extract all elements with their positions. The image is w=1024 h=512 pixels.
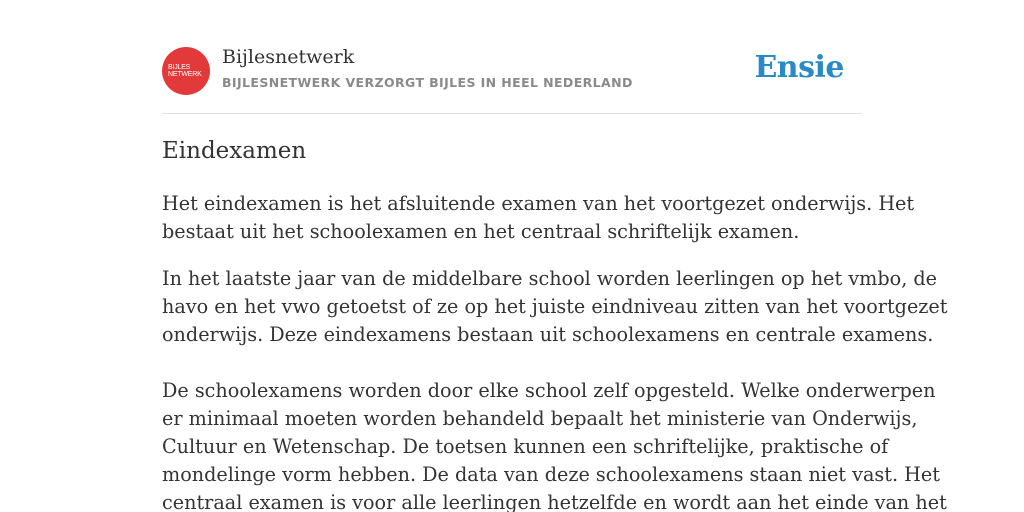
text-line: onderwijs. Deze eindexamens bestaan uit schoolexamens en centrale examens. [162, 323, 934, 346]
paragraph-final-year [162, 265, 948, 349]
paragraph-schoolexamens [162, 377, 947, 512]
text-line: havo en het vwo getoetst of ze op het juiste eindniveau zitten van het voortgezet [162, 295, 948, 318]
paragraph-intro [162, 190, 915, 246]
org-name-link[interactable]: Bijlesnetwerk [222, 46, 355, 68]
text-line: mondelinge vorm hebben. De data van deze schoolexamens staan niet vast. Het [162, 463, 940, 486]
logo-text-line1: BIJLES [168, 64, 191, 71]
bijlesnetwerk-logo[interactable] [162, 47, 210, 95]
ensie-brand-logo[interactable]: Ensie [754, 50, 844, 85]
article-body [162, 190, 948, 512]
text-line: In het laatste jaar van de middelbare school worden leerlingen op het vmbo, de [162, 267, 938, 290]
logo-text-line2: NETWERK [168, 71, 202, 78]
text-line: er minimaal moeten worden behandeld bepaalt het ministerie van Onderwijs, [162, 407, 918, 430]
org-tagline: BIJLESNETWERK VERZORGT BIJLES IN HEEL NEDERLAND [222, 75, 633, 90]
header [162, 40, 862, 114]
page-title: Eindexamen [162, 138, 307, 164]
text-line: centraal examen is voor alle leerlingen hetzelfde en wordt aan het einde van het [162, 491, 947, 512]
text-line: De schoolexamens worden door elke school zelf opgesteld. Welke onderwerpen [162, 379, 936, 402]
text-line: Het eindexamen is het afsluitende examen van het voortgezet onderwijs. Het [162, 192, 915, 215]
paragraph-spacer [162, 349, 862, 377]
text-line: bestaat uit het schoolexamen en het centraal schriftelijk examen. [162, 220, 800, 243]
text-line: Cultuur en Wetenschap. De toetsen kunnen een schriftelijke, praktische of [162, 435, 889, 458]
